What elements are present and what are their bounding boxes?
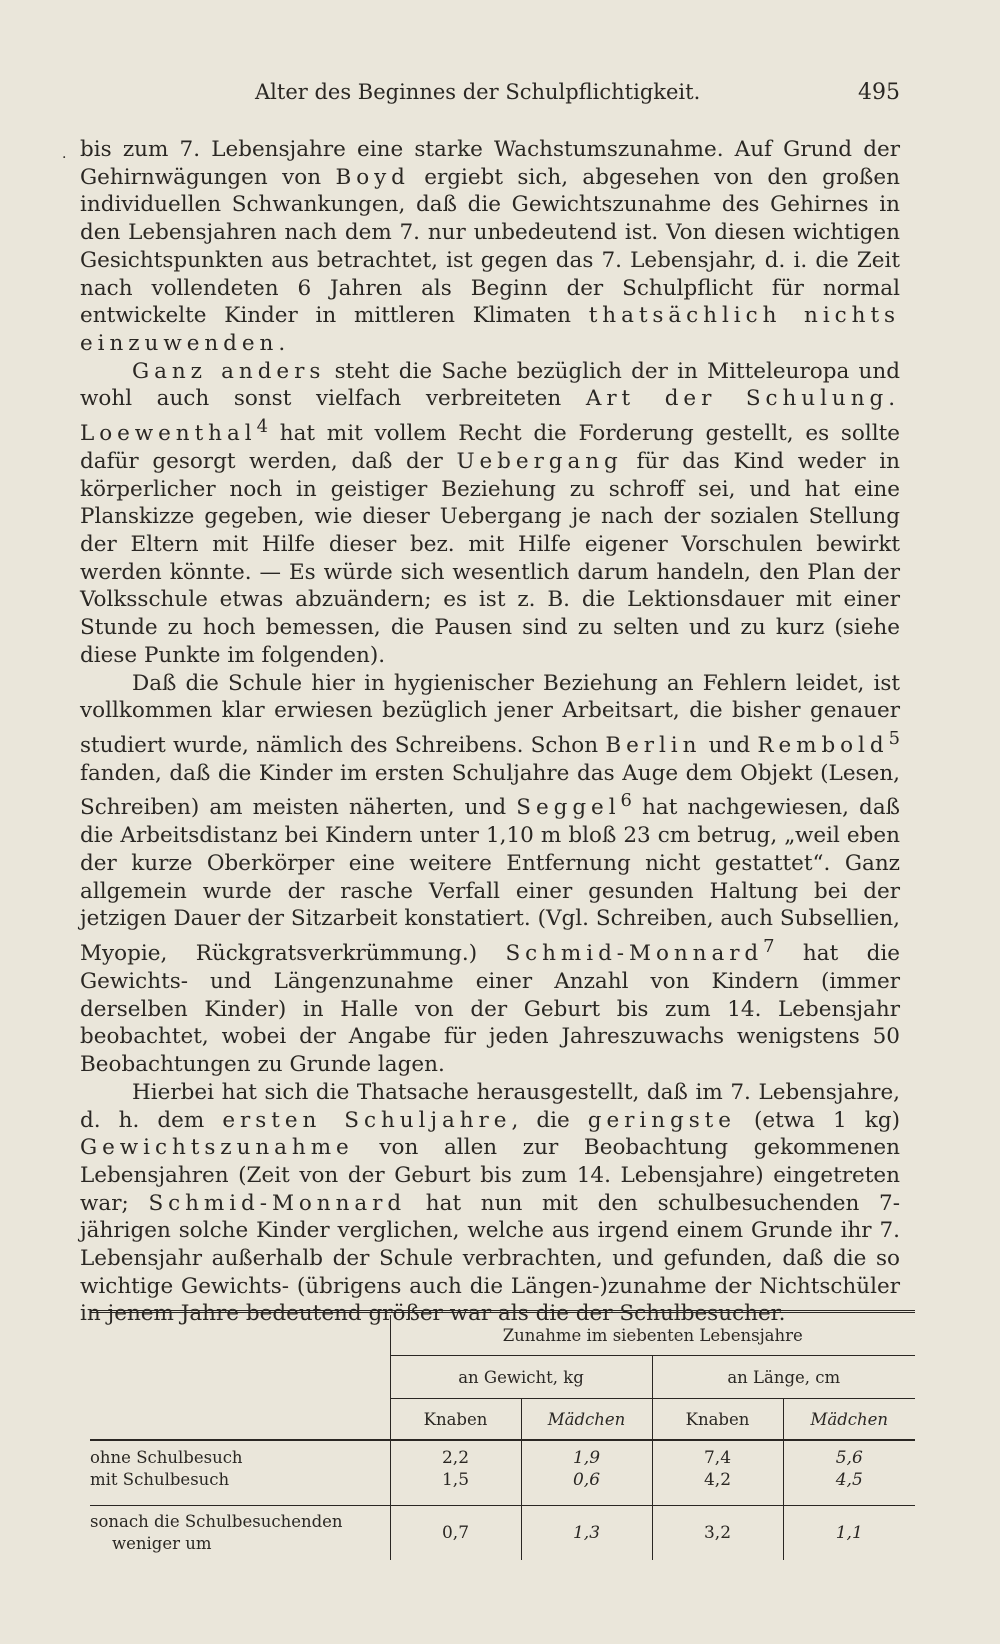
text-run: für das Kind weder in körperlicher noch in geistiger Beziehung zu schroff sei, und hat eine Planskizze gegeben, wie dieser Uebergang je nach der sozialen Stellung der Eltern mit Hilfe dieser bez. mit Hilfe eigener Vorschulen bewirkt werden könnte. — Es würde sich wesentlich darum handeln, den Plan der Volksschule etwas abzuändern; es ist z. B. die Lektionsdauer mit einer Stunde zu hoch bemessen, die Pausen sind zu selten und zu kurz (siehe diese Punkte im folgenden). <box>80 448 900 668</box>
footnote-ref: 6 <box>620 790 632 812</box>
table-cell: 3,2 <box>652 1506 783 1561</box>
table-cell: 5,6 <box>835 1448 863 1468</box>
row-label: mit Schulbesuch <box>90 1470 230 1489</box>
spaced-emphasis: Art der Schulung. <box>585 386 900 412</box>
paragraph-3 <box>80 670 900 1079</box>
spaced-name: Schmid-Monnard <box>148 1190 407 1216</box>
length-header: an Länge, cm <box>652 1356 915 1399</box>
text-run: (etwa 1 kg) <box>735 1107 900 1133</box>
table-cell: 7,4 <box>703 1448 732 1468</box>
text-run: und <box>701 733 758 759</box>
growth-table <box>90 1310 915 1560</box>
group-header: Zunahme im siebenten Lebensjahre <box>390 1315 915 1356</box>
table-cell: 1,5 <box>441 1470 470 1490</box>
table-header-row-1 <box>90 1315 915 1356</box>
table-cell: 4,5 <box>835 1470 863 1490</box>
text-run: von allen zur Beobachtung gekommenen Lebensjahren (Zeit von der Geburt bis zum 14. Lebensjahre) eingetreten war; <box>80 1135 900 1216</box>
table-cell: 0,6 <box>572 1470 601 1490</box>
spaced-emphasis: Gewichtszunahme <box>80 1135 354 1161</box>
spaced-name: Rembold <box>757 733 889 759</box>
text-run: hat nachgewiesen, daß die Arbeitsdistanz bei Kindern unter 1,10 m bloß 23 cm betrug, „weil eben der kurze Oberkörper eine weitere Entfernung nicht gestattet“. Ganz allgemein wurde der rasche Verfall einer gesunden Haltung bei der jetzigen Dauer der Sitzarbeit konstatiert. (Vgl. Schreiben, auch Subsellien, Myopie, Rückgratsverkrümmung.) <box>80 795 901 967</box>
text-run: fanden, daß die Kinder im ersten Schuljahre das Auge dem Objekt (Lesen, Schreiben) am meisten näherten, und <box>80 760 900 821</box>
spaced-name: Loewenthal <box>80 421 257 447</box>
length-girls-header: Mädchen <box>783 1399 915 1441</box>
page-number: 495 <box>858 80 900 105</box>
table-header-row-2 <box>90 1356 915 1399</box>
text-run: hat nun mit den schulbesuchenden 7-jährigen solche Kinder verglichen, welche aus irgend einem Grunde ihr 7. Lebensjahr außerhalb der Schule verbrachten, und gefunden, daß die so wichtige Gewichts- (übrigens auch die Längen-)zunahme der Nichtschüler in jenem Jahre bedeutend größer war als die der Schulbesucher. <box>80 1190 901 1327</box>
table-header-row-3 <box>90 1399 915 1441</box>
spaced-name: Berlin <box>605 733 702 759</box>
spaced-name: Seggel <box>516 795 621 821</box>
text-run: Daß die Schule hier in hygienischer Beziehung an Fehlern leidet, ist vollkommen klar erwiesen bezüglich jener Arbeitsart, die bisher genauer studiert wurde, nämlich des Schreibens. Schon <box>80 670 900 759</box>
table-cell: 1,1 <box>783 1506 915 1561</box>
paragraph-4 <box>80 1079 900 1328</box>
text-run: ergiebt sich, abgesehen von den großen individuellen Schwankungen, daß die Gewichtszunahme des Gehirnes in den Lebensjahren nach dem 7. nur unbedeutend ist. Von diesen wichtigen Gesichtspunkten aus betrachtet, ist gegen das 7. Lebensjahr, d. i. die Zeit nach vollendeten 6 Jahren als Beginn der Schulpflicht für normal entwickelte Kinder in mittleren Klimaten <box>80 164 900 329</box>
running-head <box>80 76 900 110</box>
body-text <box>80 136 900 1328</box>
footnote-ref: 7 <box>763 936 775 958</box>
table-cell: 4,2 <box>703 1470 732 1490</box>
footnote-ref: 5 <box>888 727 900 749</box>
table-row <box>90 1440 915 1491</box>
spaced-emphasis: thatsächlich nichts einzuwenden. <box>80 303 901 356</box>
text-run: hat mit vollem Recht die Forderung gestellt, es sollte dafür gesorgt werden, daß der <box>80 421 900 474</box>
spaced-name: Schmid-Monnard <box>505 941 764 967</box>
spaced-name: Boyd <box>335 164 410 190</box>
text-run: hat die Gewichts- und Längenzunahme einer Anzahl von Kindern (immer derselben Kinder) in Halle von der Geburt bis zum 14. Lebensjahr beobachtet, wobei der Angabe für jeden Jahreszuwachs wenigstens 50 Beobachtungen zu Grunde lagen. <box>80 941 900 1078</box>
weight-boys-header: Knaben <box>390 1399 521 1441</box>
spaced-emphasis: Uebergang <box>456 448 623 474</box>
table-cell: 0,7 <box>390 1506 521 1561</box>
text-run: Hierbei hat sich die Thatsache herausgestellt, daß im 7. Lebensjahre, d. h. dem <box>80 1079 900 1133</box>
text-run: , die <box>511 1107 588 1133</box>
length-boys-header: Knaben <box>652 1399 783 1441</box>
row-label: ohne Schulbesuch <box>90 1448 243 1467</box>
table-cell: 1,9 <box>572 1448 601 1468</box>
spaced-emphasis: geringste <box>587 1107 736 1133</box>
summary-row <box>90 1506 915 1561</box>
table-cell: 2,2 <box>441 1448 470 1468</box>
footnote-ref: 4 <box>256 416 268 438</box>
text-run: bis zum 7. Lebensjahre eine starke Wachstumszunahme. Auf Grund der Gehirnwägungen von <box>80 137 900 190</box>
margin-mark: · <box>62 150 67 166</box>
spaced-emphasis: ersten Schuljahre <box>222 1107 512 1133</box>
row-label: weniger um <box>112 1534 212 1553</box>
text-run: steht die Sache bezüglich der in Mitteleuropa und wohl auch sonst vielfach verbreiteten <box>80 358 901 412</box>
weight-girls-header: Mädchen <box>521 1399 652 1441</box>
row-label: sonach die Schulbesuchenden <box>90 1512 343 1531</box>
spaced-emphasis: Ganz anders <box>132 358 326 384</box>
running-title: Alter des Beginnes der Schulpflichtigkeit. <box>255 80 701 104</box>
table-cell: 1,3 <box>521 1506 652 1561</box>
weight-header: an Gewicht, kg <box>390 1356 652 1399</box>
growth-table-grid <box>90 1310 915 1560</box>
paragraph-2 <box>80 358 900 670</box>
paragraph-1 <box>80 136 900 358</box>
